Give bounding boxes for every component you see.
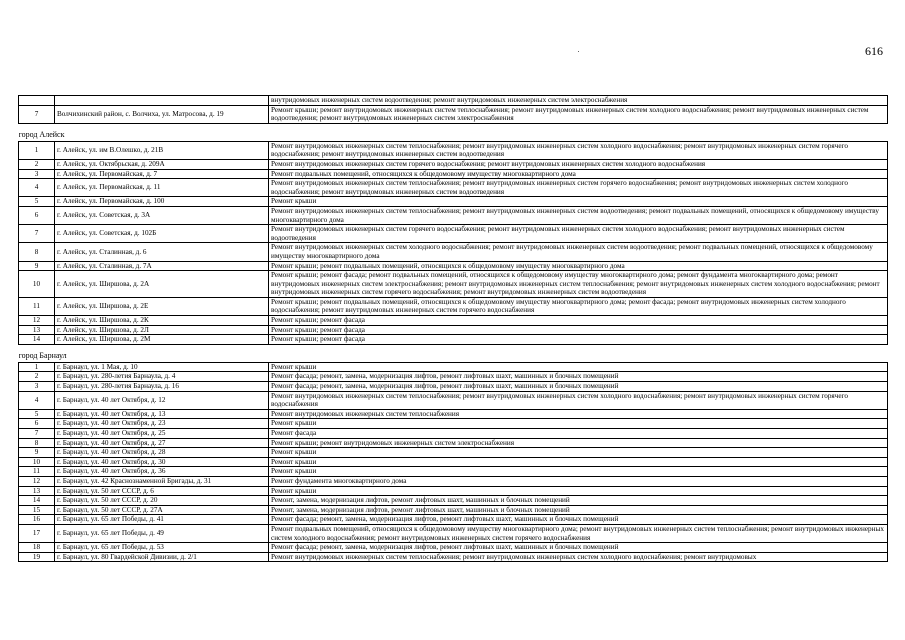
table-row [19, 141, 888, 159]
work-type-cell: Ремонт крыши; ремонт фасада [269, 325, 888, 335]
row-number: 11 [19, 297, 55, 315]
work-type-cell: Ремонт внутридомовых инженерных систем теплоснабжения [269, 409, 888, 419]
work-type-cell: Ремонт крыши [269, 457, 888, 467]
table-row [19, 297, 888, 315]
address-cell: г. Барнаул, ул. 50 лет СССР, д. 20 [55, 496, 269, 506]
table-row [19, 391, 888, 409]
table-row [19, 467, 888, 477]
address-cell: г. Алейск, ул. Ширшова, д. 2М [55, 335, 269, 345]
address-cell: г. Барнаул, ул. 280-летия Барнаула, д. 4 [55, 372, 269, 382]
row-number: 1 [19, 362, 55, 372]
work-type-cell: Ремонт внутридомовых инженерных систем горячего водоснабжения; ремонт внутридомовых инженерных систем холодного водоснабжения; ремонт внутридомовых инженерных систем водоотведения [269, 225, 888, 243]
work-type-cell: Ремонт, замена, модернизация лифтов, ремонт лифтовых шахт, машинных и блочных помещений [269, 496, 888, 506]
table-row [19, 261, 888, 271]
work-type-cell: Ремонт подвальных помещений, относящихся к общедомовому имуществу многоквартирного дома; ремонт внутридомовых инженерных систем теплоснабжения; ремонт внутридомовых инженерных систем холодного водоснабжения; ремонт внутридомовых инженерных систем горячего водоснабжения [269, 524, 888, 542]
work-type-cell: Ремонт крыши [269, 467, 888, 477]
row-number: 10 [19, 271, 55, 298]
address-cell: г. Алейск, ул. Советская, д. 3А [55, 206, 269, 224]
table-row [19, 316, 888, 326]
address-cell [55, 96, 269, 106]
group-title: город Барнаул [18, 350, 67, 360]
row-number: 7 [19, 429, 55, 439]
group-header-row [19, 123, 888, 141]
work-type-cell: Ремонт внутридомовых инженерных систем теплоснабжения; ремонт внутридомовых инженерных систем холодного водоснабжения; ремонт внутридомовых [269, 552, 888, 562]
address-cell: г. Барнаул, ул. 50 лет СССР, д. 27А [55, 505, 269, 515]
row-number: 4 [19, 391, 55, 409]
table-row [19, 457, 888, 467]
table-row [19, 169, 888, 179]
row-number: 5 [19, 197, 55, 207]
address-cell: г. Барнаул, ул. 65 лет Победы, д. 53 [55, 543, 269, 553]
work-type-cell: Ремонт крыши; ремонт подвальных помещений, относящихся к общедомовому имуществу многоквартирного дома; ремонт фасада; ремонт внутридомовых инженерных систем холодного водоснабжения; ремонт внутридомовых инженерных систем горячего водоснабжения [269, 297, 888, 315]
table-row [19, 243, 888, 261]
table-row [19, 271, 888, 298]
address-cell: г. Барнаул, ул. 280-летия Барнаула, д. 16 [55, 382, 269, 392]
work-type-cell: Ремонт фасада [269, 429, 888, 439]
address-cell: г. Барнаул, ул. 65 лет Победы, д. 49 [55, 524, 269, 542]
work-type-cell: Ремонт подвальных помещений, относящихся к общедомовому имуществу многоквартирного дома [269, 169, 888, 179]
work-type-cell: Ремонт крыши; ремонт фасада; ремонт подвальных помещений, относящихся к общедомовому имуществу многоквартирного дома; ремонт фундамента многоквартирного дома; ремонт внутридомовых инженерных систем электроснабжения; ремонт внутридомовых инженерных систем теплоснабжения; ремонт внутридомовых инженерных систем холодного водоснабжения; ремонт внутридомовых инженерных систем горячего водоснабжения; ремонт внутридомовых инженерных систем водоотведения [269, 271, 888, 298]
row-number: 10 [19, 457, 55, 467]
table-row [19, 105, 888, 123]
document-body [18, 95, 887, 562]
table-row [19, 372, 888, 382]
row-number: 15 [19, 505, 55, 515]
address-cell: г. Барнаул, ул. 42 Краснознаменной Бригады, д. 31 [55, 476, 269, 486]
scan-speck [578, 51, 579, 52]
address-cell: г. Алейск, ул. Сталинная, д. 7А [55, 261, 269, 271]
work-type-cell: Ремонт внутридомовых инженерных систем теплоснабжения; ремонт внутридомовых инженерных систем холодного водоснабжения; ремонт внутридомовых инженерных систем горячего водоснабжения [269, 391, 888, 409]
work-type-cell: Ремонт, замена, модернизация лифтов, ремонт лифтовых шахт, машинных и блочных помещений [269, 505, 888, 515]
row-number: 6 [19, 206, 55, 224]
table-row [19, 448, 888, 458]
table-row [19, 486, 888, 496]
work-type-cell: Ремонт фасада; ремонт, замена, модернизация лифтов, ремонт лифтовых шахт, машинных и блочных помещений [269, 382, 888, 392]
table-row [19, 438, 888, 448]
address-cell: г. Алейск, ул. Октябрьская, д. 209А [55, 159, 269, 169]
row-number: 9 [19, 261, 55, 271]
work-type-cell: Ремонт крыши; ремонт фасада [269, 335, 888, 345]
row-number: 3 [19, 382, 55, 392]
address-cell: г. Барнаул, ул. 50 лет СССР, д. 6 [55, 486, 269, 496]
table-row [19, 505, 888, 515]
address-cell: г. Барнаул, ул. 40 лет Октября, д. 28 [55, 448, 269, 458]
address-cell: г. Барнаул, ул. 40 лет Октября, д. 25 [55, 429, 269, 439]
address-cell: Волчихинский район, с. Волчиха, ул. Матросова, д. 19 [55, 105, 269, 123]
address-cell: г. Алейск, ул. Советская, д. 102Б [55, 225, 269, 243]
work-type-cell: Ремонт фасада; ремонт, замена, модернизация лифтов, ремонт лифтовых шахт, машинных и блочных помещений [269, 543, 888, 553]
address-cell: г. Барнаул, ул. 40 лет Октября, д. 27 [55, 438, 269, 448]
page-number: 616 [865, 44, 883, 58]
table-row [19, 96, 888, 106]
table-row [19, 362, 888, 372]
row-number: 8 [19, 243, 55, 261]
table-row [19, 543, 888, 553]
address-cell: г. Алейск, ул. Ширшова, д. 2К [55, 316, 269, 326]
row-number: 8 [19, 438, 55, 448]
work-type-cell: Ремонт крыши; ремонт внутридомовых инженерных систем теплоснабжения; ремонт внутридомовых инженерных систем холодного водоснабжения; ремонт внутридомовых инженерных систем водоотведения; ремонт внутридомовых инженерных систем электроснабжения [269, 105, 888, 123]
row-number: 18 [19, 543, 55, 553]
work-type-cell: Ремонт внутридомовых инженерных систем горячего водоснабжения; ремонт внутридомовых инженерных систем холодного водоснабжения [269, 159, 888, 169]
row-number: 14 [19, 335, 55, 345]
address-cell: г. Алейск, ул. Первомайская, д. 100 [55, 197, 269, 207]
row-number: 12 [19, 316, 55, 326]
row-number: 12 [19, 476, 55, 486]
table-row [19, 382, 888, 392]
work-type-cell: Ремонт фундамента многоквартирного дома [269, 476, 888, 486]
work-type-cell: Ремонт крыши; ремонт внутридомовых инженерных систем электроснабжения [269, 438, 888, 448]
work-type-cell: Ремонт крыши [269, 362, 888, 372]
table-row [19, 524, 888, 542]
address-cell: г. Барнаул, ул. 80 Гвардейской Дивизии, д. 2/1 [55, 552, 269, 562]
row-number: 16 [19, 515, 55, 525]
address-cell: г. Алейск, ул. Ширшова, д. 2Л [55, 325, 269, 335]
work-type-cell: Ремонт крыши [269, 419, 888, 429]
work-type-cell: Ремонт внутридомовых инженерных систем холодного водоснабжения; ремонт внутридомовых инженерных систем водоотведения; ремонт подвальных помещений, относящихся к общедомовому имуществу многоквартирного дома [269, 243, 888, 261]
table-body [19, 96, 888, 562]
row-number: 1 [19, 141, 55, 159]
table-row [19, 325, 888, 335]
work-type-cell: Ремонт внутридомовых инженерных систем теплоснабжения; ремонт внутридомовых инженерных систем холодного водоснабжения; ремонт внутридомовых инженерных систем горячего водоснабжения; ремонт внутридомовых инженерных систем водоотведения [269, 141, 888, 159]
row-number: 13 [19, 325, 55, 335]
address-cell: г. Алейск, ул. им В.Олешко, д. 21В [55, 141, 269, 159]
address-cell: г. Барнаул, ул. 1 Мая, д. 10 [55, 362, 269, 372]
table-row [19, 552, 888, 562]
repair-program-table [18, 95, 888, 562]
address-cell: г. Барнаул, ул. 40 лет Октября, д. 12 [55, 391, 269, 409]
address-cell: г. Алейск, ул. Ширшова, д. 2Е [55, 297, 269, 315]
group-title: город Алейск [18, 129, 65, 139]
row-number [19, 96, 55, 106]
table-row [19, 225, 888, 243]
work-type-cell: Ремонт фасада; ремонт, замена, модернизация лифтов, ремонт лифтовых шахт, машинных и блочных помещений [269, 515, 888, 525]
table-row [19, 476, 888, 486]
row-number: 7 [19, 225, 55, 243]
address-cell: г. Алейск, ул. Первомайская, д. 11 [55, 179, 269, 197]
address-cell: г. Барнаул, ул. 40 лет Октября, д. 23 [55, 419, 269, 429]
row-number: 6 [19, 419, 55, 429]
row-number: 2 [19, 159, 55, 169]
address-cell: г. Алейск, ул. Сталинная, д. 6 [55, 243, 269, 261]
row-number: 14 [19, 496, 55, 506]
work-type-cell: Ремонт крыши; ремонт фасада [269, 316, 888, 326]
table-row [19, 515, 888, 525]
row-number: 17 [19, 524, 55, 542]
address-cell: г. Барнаул, ул. 40 лет Октября, д. 13 [55, 409, 269, 419]
row-number: 7 [19, 105, 55, 123]
table-row [19, 419, 888, 429]
address-cell: г. Барнаул, ул. 40 лет Октября, д. 36 [55, 467, 269, 477]
address-cell: г. Барнаул, ул. 40 лет Октября, д. 30 [55, 457, 269, 467]
row-number: 3 [19, 169, 55, 179]
row-number: 4 [19, 179, 55, 197]
table-row [19, 179, 888, 197]
row-number: 11 [19, 467, 55, 477]
work-type-cell: Ремонт фасада; ремонт, замена, модернизация лифтов, ремонт лифтовых шахт, машинных и блочных помещений [269, 372, 888, 382]
address-cell: г. Барнаул, ул. 65 лет Победы, д. 41 [55, 515, 269, 525]
row-number: 9 [19, 448, 55, 458]
row-number: 5 [19, 409, 55, 419]
row-number: 19 [19, 552, 55, 562]
table-row [19, 206, 888, 224]
work-type-cell: Ремонт крыши [269, 448, 888, 458]
table-row [19, 409, 888, 419]
work-type-cell: Ремонт внутридомовых инженерных систем теплоснабжения; ремонт внутридомовых инженерных систем водоотведения; ремонт подвальных помещений, относящихся к общедомовому имуществу многоквартирного дома [269, 206, 888, 224]
row-number: 13 [19, 486, 55, 496]
table-row [19, 496, 888, 506]
group-header-row [19, 344, 888, 362]
table-row [19, 335, 888, 345]
address-cell: г. Алейск, ул. Ширшова, д. 2А [55, 271, 269, 298]
table-row [19, 429, 888, 439]
work-type-cell: Ремонт крыши [269, 197, 888, 207]
work-type-cell: Ремонт крыши [269, 486, 888, 496]
work-type-cell: Ремонт крыши; ремонт подвальных помещений, относящихся к общедомовому имуществу многоквартирного дома [269, 261, 888, 271]
address-cell: г. Алейск, ул. Первомайская, д. 7 [55, 169, 269, 179]
work-type-cell: Ремонт внутридомовых инженерных систем теплоснабжения; ремонт внутридомовых инженерных систем горячего водоснабжения; ремонт внутридомовых инженерных систем холодного водоснабжения; ремонт внутридомовых инженерных систем водоотведения [269, 179, 888, 197]
table-row [19, 159, 888, 169]
work-type-cell: внутридомовых инженерных систем водоотведения; ремонт внутридомовых инженерных систем электроснабжения [269, 96, 888, 106]
row-number: 2 [19, 372, 55, 382]
table-row [19, 197, 888, 207]
